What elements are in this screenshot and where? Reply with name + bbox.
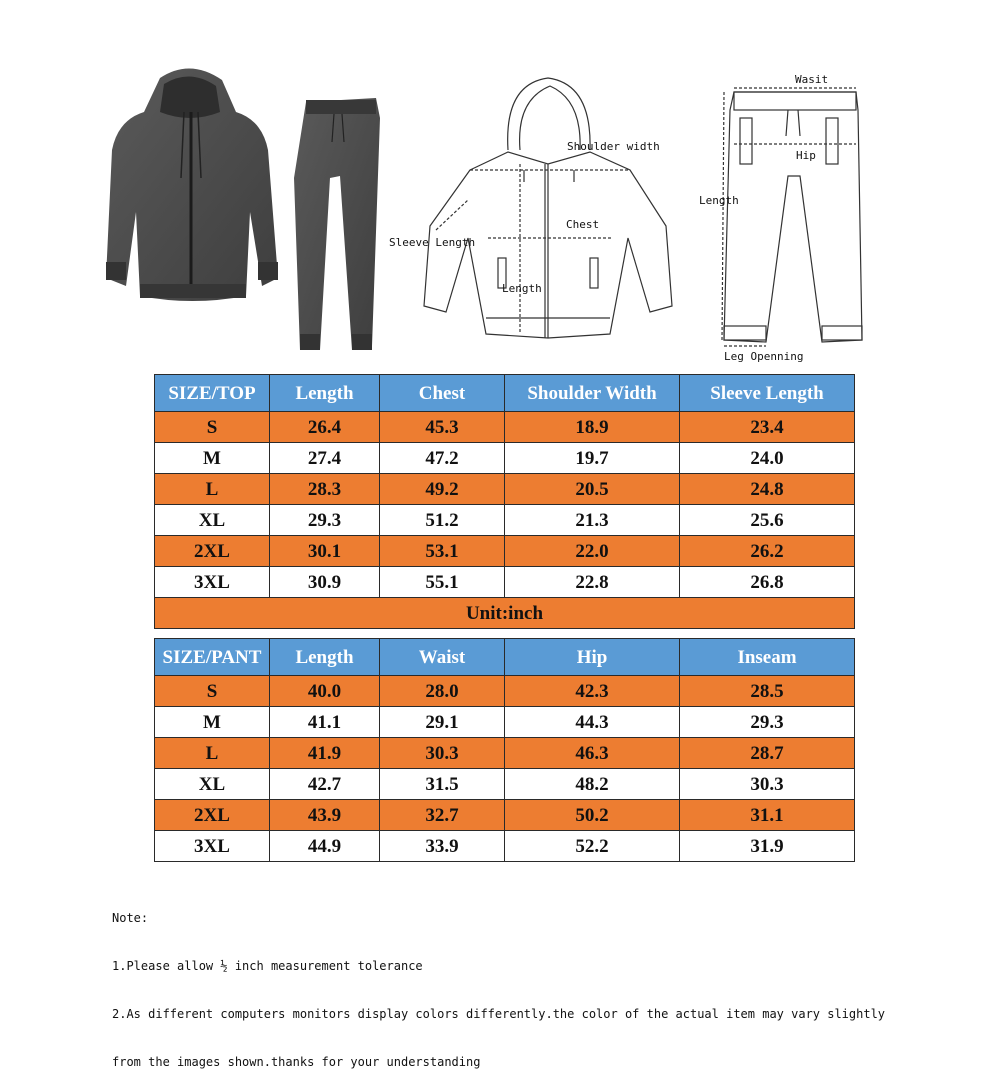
notes-block xyxy=(112,878,885,1086)
value-cell: 52.2 xyxy=(505,831,680,862)
value-cell: 18.9 xyxy=(505,412,680,443)
note-line: from the images shown.thanks for your understanding xyxy=(112,1055,481,1069)
top-size-table xyxy=(154,374,855,629)
value-cell: 24.8 xyxy=(680,474,855,505)
jacket-diagram xyxy=(424,78,672,338)
header-cell: Length xyxy=(270,639,380,676)
table-row xyxy=(155,567,855,598)
value-cell: 44.3 xyxy=(505,707,680,738)
label-leg-opening: Leg Openning xyxy=(724,350,804,363)
unit-label: Unit:inch xyxy=(155,598,855,629)
note-line: 1.Please allow ½ inch measurement tolerance xyxy=(112,959,423,973)
table-row xyxy=(155,412,855,443)
value-cell: 41.1 xyxy=(270,707,380,738)
size-cell: 3XL xyxy=(155,567,270,598)
top-header-row xyxy=(155,375,855,412)
value-cell: 26.8 xyxy=(680,567,855,598)
value-cell: 41.9 xyxy=(270,738,380,769)
size-cell: L xyxy=(155,738,270,769)
value-cell: 29.3 xyxy=(680,707,855,738)
pant-header-row xyxy=(155,639,855,676)
header-cell: Sleeve Length xyxy=(680,375,855,412)
value-cell: 28.7 xyxy=(680,738,855,769)
value-cell: 22.0 xyxy=(505,536,680,567)
value-cell: 21.3 xyxy=(505,505,680,536)
value-cell: 31.5 xyxy=(380,769,505,800)
value-cell: 25.6 xyxy=(680,505,855,536)
table-row xyxy=(155,536,855,567)
value-cell: 26.4 xyxy=(270,412,380,443)
table-row xyxy=(155,738,855,769)
size-cell: L xyxy=(155,474,270,505)
value-cell: 40.0 xyxy=(270,676,380,707)
notes-title: Note: xyxy=(112,911,149,925)
header-cell: Length xyxy=(270,375,380,412)
size-cell: S xyxy=(155,676,270,707)
label-waist: Wasit xyxy=(795,73,829,86)
pants-diagram xyxy=(722,88,862,346)
header-cell: Hip xyxy=(505,639,680,676)
value-cell: 28.3 xyxy=(270,474,380,505)
label-pant-length: Length xyxy=(699,194,739,207)
header-cell: SIZE/TOP xyxy=(155,375,270,412)
table-row xyxy=(155,707,855,738)
value-cell: 53.1 xyxy=(380,536,505,567)
table-row xyxy=(155,831,855,862)
value-cell: 49.2 xyxy=(380,474,505,505)
header-cell: Inseam xyxy=(680,639,855,676)
value-cell: 30.3 xyxy=(680,769,855,800)
size-cell: 2XL xyxy=(155,800,270,831)
value-cell: 32.7 xyxy=(380,800,505,831)
table-row xyxy=(155,769,855,800)
value-cell: 29.3 xyxy=(270,505,380,536)
table-row xyxy=(155,676,855,707)
value-cell: 30.1 xyxy=(270,536,380,567)
value-cell: 55.1 xyxy=(380,567,505,598)
header-cell: Waist xyxy=(380,639,505,676)
value-cell: 50.2 xyxy=(505,800,680,831)
header-cell: Chest xyxy=(380,375,505,412)
value-cell: 20.5 xyxy=(505,474,680,505)
table-row xyxy=(155,505,855,536)
hoodie-photo xyxy=(106,68,278,301)
value-cell: 46.3 xyxy=(505,738,680,769)
value-cell: 42.3 xyxy=(505,676,680,707)
label-jacket-length: Length xyxy=(502,282,542,295)
value-cell: 45.3 xyxy=(380,412,505,443)
value-cell: 29.1 xyxy=(380,707,505,738)
value-cell: 42.7 xyxy=(270,769,380,800)
value-cell: 44.9 xyxy=(270,831,380,862)
pant-size-table xyxy=(154,638,855,862)
pants-photo xyxy=(294,98,380,350)
value-cell: 48.2 xyxy=(505,769,680,800)
size-cell: XL xyxy=(155,505,270,536)
unit-row xyxy=(155,598,855,629)
header-cell: Shoulder Width xyxy=(505,375,680,412)
table-row xyxy=(155,474,855,505)
table-row xyxy=(155,800,855,831)
size-cell: XL xyxy=(155,769,270,800)
size-cell: 2XL xyxy=(155,536,270,567)
value-cell: 23.4 xyxy=(680,412,855,443)
value-cell: 33.9 xyxy=(380,831,505,862)
product-illustrations xyxy=(0,0,1000,370)
value-cell: 26.2 xyxy=(680,536,855,567)
value-cell: 47.2 xyxy=(380,443,505,474)
size-cell: M xyxy=(155,707,270,738)
size-cell: M xyxy=(155,443,270,474)
value-cell: 30.3 xyxy=(380,738,505,769)
label-hip: Hip xyxy=(796,149,816,162)
value-cell: 51.2 xyxy=(380,505,505,536)
value-cell: 43.9 xyxy=(270,800,380,831)
note-line: 2.As different computers monitors display colors differently.the color of the actual item may vary slightly xyxy=(112,1007,886,1021)
label-shoulder-width: Shoulder width xyxy=(567,140,660,153)
value-cell: 28.0 xyxy=(380,676,505,707)
header-cell: SIZE/PANT xyxy=(155,639,270,676)
value-cell: 27.4 xyxy=(270,443,380,474)
size-cell: 3XL xyxy=(155,831,270,862)
size-cell: S xyxy=(155,412,270,443)
table-row xyxy=(155,443,855,474)
value-cell: 24.0 xyxy=(680,443,855,474)
value-cell: 19.7 xyxy=(505,443,680,474)
value-cell: 31.1 xyxy=(680,800,855,831)
value-cell: 30.9 xyxy=(270,567,380,598)
value-cell: 31.9 xyxy=(680,831,855,862)
label-sleeve-length: Sleeve Length xyxy=(389,236,476,249)
value-cell: 28.5 xyxy=(680,676,855,707)
label-chest: Chest xyxy=(566,218,600,231)
value-cell: 22.8 xyxy=(505,567,680,598)
